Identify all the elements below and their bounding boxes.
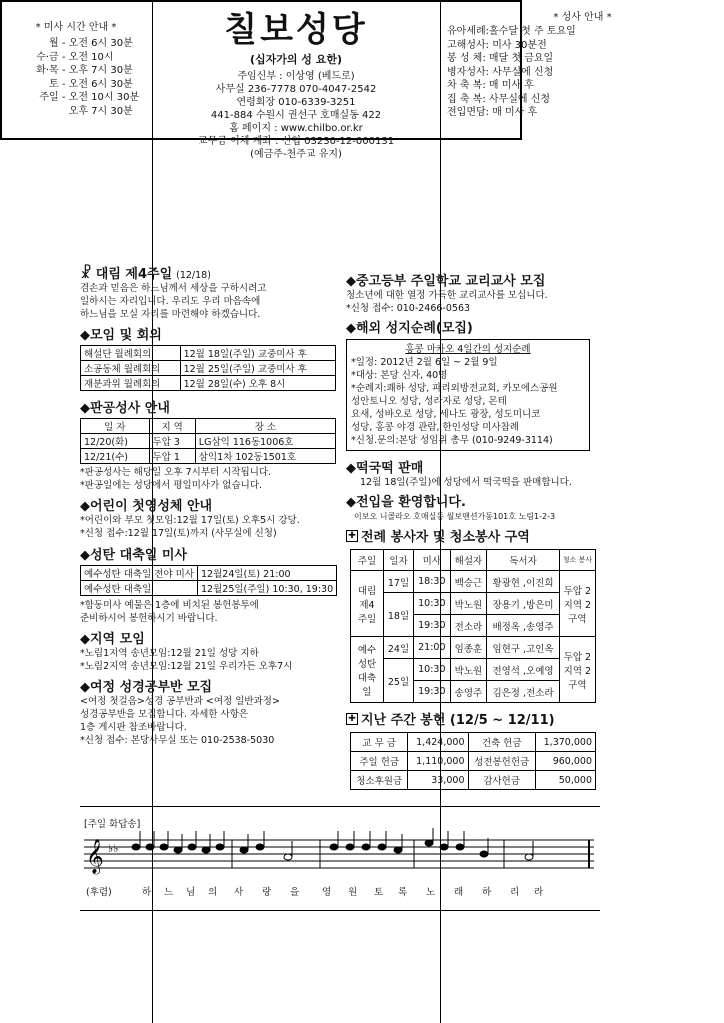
pilgrimage-line: 성당, 홍콩 야경 관람, 한인성당 미사참례 <box>351 422 519 433</box>
mass-time-row <box>8 91 152 105</box>
offering-cell: 50,000 <box>535 771 595 790</box>
servers-row <box>351 659 596 681</box>
servers-cell: 장용기 ,방은미 <box>487 593 559 615</box>
parish-patron: (십자가의 성 요한) <box>249 53 343 66</box>
parish-info-line: 사무실 236-7778 070-4047-2542 <box>215 84 377 95</box>
sacrament-line: 유아세례:홀수달 첫 주 토요일 <box>447 26 576 37</box>
servers-date-cell: 18일 <box>384 593 414 637</box>
mass-time-row <box>8 78 152 92</box>
lyric-syllable: 님 <box>186 887 196 898</box>
lyric-syllable: 하 <box>142 887 152 898</box>
section-divider <box>80 806 600 807</box>
region-note: *노림1지역 송년모임:12월 21일 성당 지하 <box>80 648 259 659</box>
servers-cell: 19:30 <box>414 615 451 637</box>
pilgrimage-line: *대상: 본당 신자, 40명 <box>351 370 448 381</box>
teacher-title: ◆중고등부 주일학교 교리교사 모집 <box>346 274 546 289</box>
pilgrimage-line: 성안토니오 성당, 성라자로 성당, 몬테 <box>351 396 507 407</box>
welcome-note: 이보오 니콜라오 호매실동 월보맨션가동101호 노림1-2-3 <box>354 512 556 521</box>
servers-cell: 박노원 <box>450 659 487 681</box>
servers-table <box>350 549 596 703</box>
table-cell: 12월 28일(수) 오후 8시 <box>180 376 335 391</box>
psalm-label-text: [주일 화답송] <box>84 819 141 830</box>
music-note <box>480 851 488 857</box>
sacrament-list <box>441 25 724 120</box>
servers-cell: 전소라 <box>450 615 487 637</box>
offering-cell: 33,000 <box>408 771 468 790</box>
flat-sign-icon: ♭♭ <box>108 842 119 855</box>
reflection-line: 겸손과 믿음은 하느님께서 세상을 구하시려고 <box>80 283 267 294</box>
judgment-notes <box>80 466 342 492</box>
servers-row <box>351 593 596 615</box>
week-date: (12/18) <box>176 270 211 281</box>
offering-title: 지난 주간 봉헌 (12/5 ~ 12/11) <box>361 713 555 728</box>
mass-times-list <box>0 37 152 118</box>
meeting-row <box>81 376 336 391</box>
lyric-syllable: 랑 <box>262 887 272 898</box>
staff-lines <box>84 840 594 868</box>
teacher-notes <box>346 289 600 315</box>
lyric-syllable: 토 <box>374 887 384 898</box>
servers-cell: 백승근 <box>450 571 487 593</box>
table-header-cell: 일 자 <box>81 419 150 434</box>
region-notes <box>80 647 342 673</box>
mass-day: 토 - 오전 <box>49 78 88 90</box>
region-note: *노림2지역 송년모임:12월 21일 우리가든 오후7시 <box>80 661 293 672</box>
table-cell: 예수성탄 대축일 <box>81 581 198 596</box>
judgment-note: *판공성사는 해당일 오후 7시부터 시작됩니다. <box>80 467 272 478</box>
offering-row <box>351 752 596 771</box>
right-column <box>346 270 600 790</box>
music-note <box>284 854 292 860</box>
christmas-table <box>80 565 337 596</box>
region-title: ◆지역 모임 <box>80 632 145 647</box>
table-cell: 12월 25일(주일) 교중미사 후 <box>180 361 335 376</box>
treble-clef-icon: 𝄞 <box>86 839 104 874</box>
mass-time: 6시 30분 <box>88 38 133 49</box>
servers-title: 전례 봉사자 및 청소봉사 구역 <box>361 530 530 545</box>
table-header-cell: 장 소 <box>195 419 335 434</box>
servers-header-cell: 주일 <box>351 550 384 571</box>
music-staff <box>84 828 596 878</box>
offering-cell: 건축 헌금 <box>468 733 535 752</box>
offering-cell: 교 무 금 <box>351 733 408 752</box>
servers-cell: 임종훈 <box>450 637 487 659</box>
music-note <box>456 844 464 850</box>
sacrament-line: 고해성사: 미사 30분전 <box>447 39 547 51</box>
pilgrimage-title: ◆해외 성지순례(모집) <box>346 321 473 336</box>
servers-cell: 10:30 <box>414 659 451 681</box>
pilgrimage-details <box>351 356 585 447</box>
mass-time: 6시 30분 <box>88 78 133 90</box>
servers-sunday-cell: 예수 성탄 대축일 <box>351 637 384 703</box>
child-note: *어린이와 부모 첫모임:12월 17일(토) 오후5시 강당. <box>80 515 300 526</box>
servers-header-cell: 미사 <box>414 550 451 571</box>
mass-day: 화·목 - 오후 <box>36 65 88 76</box>
table-cell: 12/21(수) <box>81 449 150 464</box>
parish-info-line: 홈 페이지 : www.chilbo.or.kr <box>229 123 363 134</box>
mass-time: 10시 <box>88 51 114 63</box>
servers-date-cell: 25일 <box>384 659 414 703</box>
lyric-syllable: 라 <box>534 887 544 898</box>
meeting-row <box>81 346 336 361</box>
offering-row <box>351 771 596 790</box>
teacher-note: 청소년에 대한 열정 가득한 교리교사를 모십니다. <box>346 290 548 301</box>
judgment-note: *판공일에는 성당에서 평일미사가 없습니다. <box>80 480 263 491</box>
music-note <box>362 844 370 850</box>
lyric-syllable: 사 <box>234 887 244 898</box>
christmas-note: *합동미사 예물은 1층에 비치된 봉헌봉투에 <box>80 600 259 611</box>
week-title: 대림 제4주일 <box>95 267 173 282</box>
offering-cell: 성전봉헌헌금 <box>468 752 535 771</box>
mass-time-row <box>8 51 152 65</box>
offering-cell: 청소후원금 <box>351 771 408 790</box>
music-note <box>394 847 402 853</box>
music-note <box>160 844 168 850</box>
lyric-syllable: 록 <box>398 887 408 898</box>
sacrament-line: 전입면담: 매 미사 후 <box>447 107 538 118</box>
servers-cell: 10:30 <box>414 593 451 615</box>
mass-day: 월 - 오전 <box>49 38 88 49</box>
judgment-row <box>81 449 336 464</box>
lyric-syllable: 영 <box>322 887 332 898</box>
table-header-cell: 지 역 <box>149 419 195 434</box>
music-note <box>146 844 154 850</box>
table-cell: 예수성탄 대축일 전야 미사 <box>81 566 198 581</box>
parish-info-line: (예금주-천주교 유지) <box>250 149 342 160</box>
music-note <box>188 844 196 850</box>
servers-row <box>351 571 596 593</box>
ricecake-note: 12월 18일(주일)에 성당에서 떡국떡을 판매합니다. <box>360 477 572 488</box>
servers-header-cell: 해설자 <box>450 550 487 571</box>
sacrament-title: * 성사 안내 * <box>553 12 612 23</box>
header-box <box>0 0 612 160</box>
journey-title: ◆여정 성경공부반 모집 <box>80 680 213 695</box>
lyric-syllable: 의 <box>208 887 218 898</box>
ricecake-title: ◆떡국떡 판매 <box>346 461 424 476</box>
mass-time: 7시 30분 <box>88 105 133 117</box>
pilgrimage-line: *일정: 2012년 2월 6일 ~ 2월 9일 <box>351 357 498 368</box>
table-cell: 12/20(화) <box>81 434 150 449</box>
parish-info-line: 교무금 이체 계좌 : 신협 03230-12-000131 <box>197 136 395 147</box>
christmas-row <box>81 581 337 596</box>
mass-time-row <box>8 105 152 119</box>
sacrament-line: 봉 성 체: 매달 첫 금요일 <box>447 53 554 64</box>
music-note <box>174 847 182 853</box>
child-note: *신청 접수:12월 17일(토)까지 (사무실에 신청) <box>80 528 277 539</box>
servers-header-cell: 일자 <box>384 550 414 571</box>
welcome-title: ◆전입을 환영합니다. <box>346 495 466 510</box>
lyric-syllable: 리 <box>510 887 520 898</box>
lyric-syllable: (후렴) <box>86 887 112 898</box>
offering-cell: 1,424,000 <box>408 733 468 752</box>
chi-rho-icon: ☧ <box>80 264 92 282</box>
mass-day: 주일 - 오전 <box>39 92 88 103</box>
mass-day: 수·금 - 오전 <box>36 51 88 63</box>
meeting-row <box>81 361 336 376</box>
music-note <box>202 847 210 853</box>
parish-info <box>152 70 440 161</box>
section-divider <box>80 910 600 911</box>
music-note <box>378 844 386 850</box>
table-cell: 두압 3 <box>149 434 195 449</box>
servers-cell: 배정옥 ,송영주 <box>487 615 559 637</box>
servers-cell: 전영석 ,오예영 <box>487 659 559 681</box>
servers-cleaning-cell: 두압 2지역 2구역 <box>559 637 595 703</box>
mass-times-title: * 미사 시간 안내 * <box>35 22 117 33</box>
reflection-line: 일하시는 자리입니다. 우리도 우리 마음속에 <box>80 296 261 307</box>
journey-note: 성경공부반을 모집합니다. 자세한 사항은 <box>80 709 249 720</box>
christmas-note: 준비하시어 봉헌하시기 바랍니다. <box>80 613 218 624</box>
sacrament-line: 차 축 복: 매 미사 후 <box>447 80 534 91</box>
teacher-note: *신청 접수: 010-2466-0563 <box>346 303 471 314</box>
table-cell: 12월24일(토) 21:00 <box>198 566 337 581</box>
servers-header-cell: 독서자 <box>487 550 559 571</box>
servers-cell: 19:30 <box>414 681 451 703</box>
left-column <box>80 263 342 747</box>
table-cell: 삼익1차 102동1501호 <box>195 449 335 464</box>
child-communion-notes <box>80 514 342 540</box>
servers-cleaning-cell: 두압 2지역 2구역 <box>559 571 595 637</box>
meeting-title: ◆모임 및 회의 <box>80 328 162 343</box>
mass-day: 오후 <box>68 105 88 117</box>
judgment-table <box>80 418 336 464</box>
journey-note: *신청 접수: 본당사무실 또는 010-2538-5030 <box>80 735 275 746</box>
table-cell: 12월25일(주일) 10:30, 19:30 <box>198 581 337 596</box>
servers-cell: 송영주 <box>450 681 487 703</box>
journey-note: <여정 첫걸음>성경 공부반과 <여정 일반과정> <box>80 696 280 707</box>
servers-date-cell: 17일 <box>384 571 414 593</box>
pilgrimage-line: *순례지:쾌하 성당, 파리외방전교회, 카모에스공원 <box>351 383 558 394</box>
reflection-line: 하느님을 모실 자리를 마련해야 하겠습니다. <box>80 309 261 320</box>
judgment-row <box>81 434 336 449</box>
music-note <box>240 847 248 853</box>
music-note <box>425 840 433 846</box>
christmas-title: ◆성탄 대축일 미사 <box>80 548 187 563</box>
servers-cell: 김은정 ,전소라 <box>487 681 559 703</box>
servers-cell: 황광현 ,이진희 <box>487 571 559 593</box>
parish-info-line: 441-884 수원시 권선구 호매실동 422 <box>210 110 382 121</box>
week-reflection <box>80 282 342 321</box>
mass-time-row <box>8 64 152 78</box>
christmas-notes <box>80 599 342 625</box>
lyrics-line <box>86 886 596 900</box>
lyric-syllable: 노 <box>426 887 436 898</box>
pilgrimage-box <box>346 339 590 451</box>
christmas-row <box>81 566 337 581</box>
table-cell: 재분과위 월례회의 <box>81 376 181 391</box>
music-note <box>440 844 448 850</box>
parish-name: 칠보성당 <box>224 10 368 50</box>
music-note <box>330 844 338 850</box>
table-cell: LG삼익 116동1006호 <box>195 434 335 449</box>
offering-cell: 주일 헌금 <box>351 752 408 771</box>
lyric-syllable: 을 <box>290 887 300 898</box>
servers-cell: 21:00 <box>414 637 451 659</box>
meeting-table <box>80 345 336 391</box>
table-cell: 두압 1 <box>149 449 195 464</box>
offering-table <box>350 732 596 790</box>
music-note <box>216 844 224 850</box>
table-header-row <box>81 419 336 434</box>
music-note <box>346 844 354 850</box>
lyric-syllable: 느 <box>164 887 174 898</box>
pilgrimage-heading: 홍콩 마카오 4일간의 성지순례 <box>405 344 531 355</box>
servers-sunday-cell: 대림 제4 주일 <box>351 571 384 637</box>
offering-cell: 1,110,000 <box>408 752 468 771</box>
lyric-syllable: 하 <box>482 887 492 898</box>
servers-date-cell: 24일 <box>384 637 414 659</box>
judgment-title: ◆판공성사 안내 <box>80 401 170 416</box>
lyric-syllable: 래 <box>454 887 464 898</box>
table-cell: 소공동체 월례회의 <box>81 361 181 376</box>
pilgrimage-line: *신청.문의:본당 성임위 총무 (010-9249-3114) <box>351 435 553 446</box>
journey-note: 1층 게시판 참조바랍니다. <box>80 722 187 733</box>
servers-row <box>351 637 596 659</box>
mass-time: 7시 30분 <box>88 65 133 76</box>
music-note <box>132 844 140 850</box>
servers-header-row <box>351 550 596 571</box>
servers-cell: 임현구 ,고인옥 <box>487 637 559 659</box>
offering-cell: 감사헌금 <box>468 771 535 790</box>
notes-group <box>132 828 533 860</box>
table-cell: 해설단 월례회의 <box>81 346 181 361</box>
offering-cell: 960,000 <box>535 752 595 771</box>
mass-time-row <box>8 37 152 51</box>
sacrament-line: 집 축 복: 사무실에 신청 <box>447 93 551 105</box>
music-note <box>256 844 264 850</box>
offering-row <box>351 733 596 752</box>
parish-info-line: 연령회장 010-6339-3251 <box>236 97 356 108</box>
cross-box-icon: ✚ <box>346 530 358 542</box>
journey-notes <box>80 695 342 747</box>
offering-cell: 1,370,000 <box>535 733 595 752</box>
parish-info-line: 주임신부 : 이상영 (베드로) <box>237 71 355 82</box>
music-note <box>525 854 533 860</box>
pilgrimage-line: 요새, 성바오로 성당, 세나도 광장, 성도미니코 <box>351 409 541 420</box>
servers-cell: 18:30 <box>414 571 451 593</box>
sacrament-line: 병자성사: 사무실에 신청 <box>447 66 554 78</box>
servers-header-cell: 청소 봉사 <box>559 550 595 571</box>
servers-cell: 박노원 <box>450 593 487 615</box>
lyric-syllable: 원 <box>348 887 358 898</box>
mass-time: 10시 30분 <box>88 92 140 103</box>
child-communion-title: ◆어린이 첫영성체 안내 <box>80 499 213 514</box>
table-cell: 12월 18일(주일) 교중미사 후 <box>180 346 335 361</box>
cross-box-icon: ✚ <box>346 713 358 725</box>
